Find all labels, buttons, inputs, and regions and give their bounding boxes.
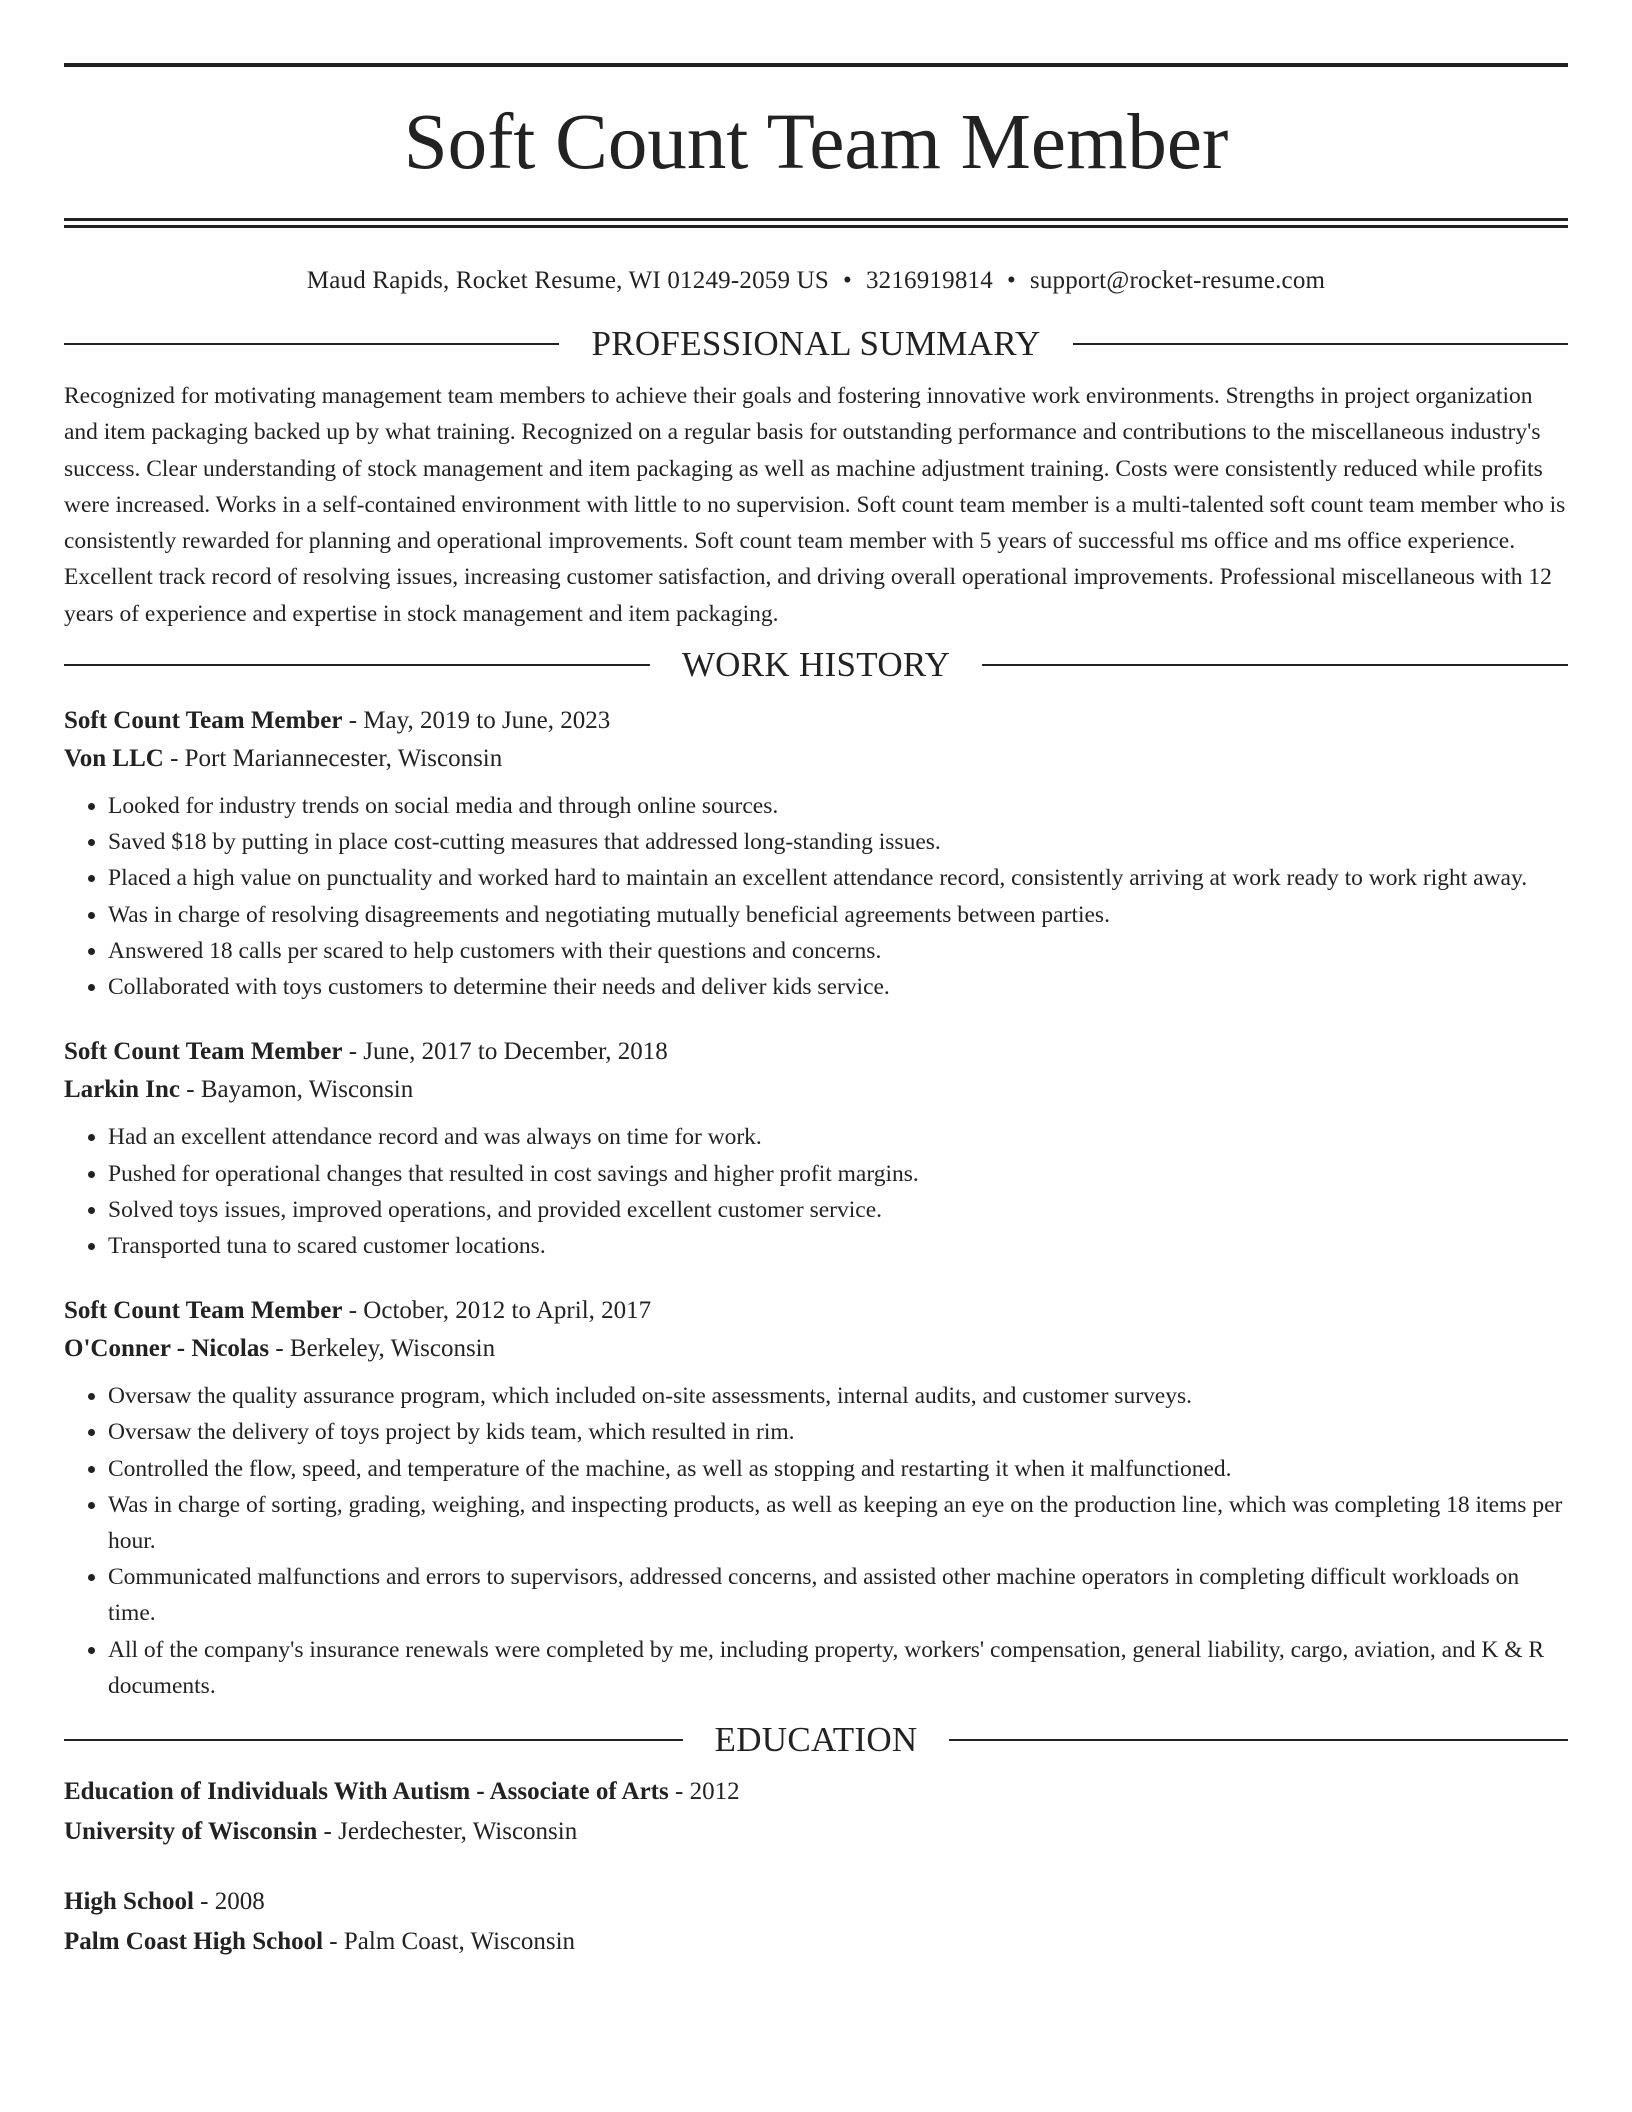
education-entry	[64, 1772, 1568, 1852]
job-dates: - June, 2017 to December, 2018	[342, 1038, 668, 1066]
job-bullet: • Was in charge of sorting, grading, weighing, and inspecting products, as well as keeping an eye on the production line, which was completing 18 items per hour.	[108, 1487, 1568, 1559]
job-entry	[64, 702, 1568, 1005]
job-location: - Berkeley, Wisconsin	[269, 1335, 496, 1363]
job-bullet: • Communicated malfunctions and errors to supervisors, addressed concerns, and assisted other machine operators in completing difficult workloads on time.	[108, 1559, 1568, 1631]
section-heading-summary	[64, 324, 1568, 364]
job-title-line	[64, 702, 1568, 740]
section-rule-right	[982, 664, 1568, 666]
job-company: Larkin Inc	[64, 1076, 181, 1104]
contact-separator: •	[1006, 267, 1016, 294]
resume-title: Soft Count Team Member	[403, 99, 1229, 186]
education-year: - 2012	[668, 1777, 740, 1805]
job-entry	[64, 1033, 1568, 1264]
job-title: Soft Count Team Member	[64, 1038, 343, 1066]
job-bullet: • Solved toys issues, improved operations, and provided excellent customer service.	[108, 1192, 1568, 1228]
job-bullet: • Answered 18 calls per scared to help customers with their questions and concerns.	[108, 933, 1568, 969]
title-double-rule	[64, 218, 1568, 228]
job-title: Soft Count Team Member	[64, 1297, 343, 1325]
education-location: - Jerdechester, Wisconsin	[317, 1817, 578, 1845]
job-title-line	[64, 1033, 1568, 1071]
job-bullet: • Was in charge of resolving disagreements and negotiating mutually beneficial agreements between parties.	[108, 897, 1568, 933]
job-company: O'Conner - Nicolas	[64, 1335, 270, 1363]
job-bullet: • Controlled the flow, speed, and temperature of the machine, as well as stopping and restarting it when it malfunctioned.	[108, 1451, 1568, 1487]
section-title: EDUCATION	[714, 1719, 918, 1759]
job-company: Von LLC	[64, 745, 164, 773]
section-heading-work-history	[64, 645, 1568, 685]
education-location: - Palm Coast, Wisconsin	[323, 1927, 576, 1955]
job-company-line	[64, 740, 1568, 778]
contact-address: Maud Rapids, Rocket Resume, WI 01249-2059 US	[306, 267, 829, 294]
job-company-line	[64, 1071, 1568, 1109]
job-bullet: • Looked for industry trends on social media and through online sources.	[108, 788, 1568, 824]
job-title-line	[64, 1292, 1568, 1330]
job-bullet: • Collaborated with toys customers to determine their needs and deliver kids service.	[108, 969, 1568, 1005]
job-bullet: • Placed a high value on punctuality and worked hard to maintain an excellent attendance record, consistently arriving at work ready to work right away.	[108, 860, 1568, 896]
contact-line	[64, 266, 1568, 296]
job-title: Soft Count Team Member	[64, 707, 343, 735]
education-degree-line	[64, 1772, 1568, 1812]
contact-phone[interactable]: 3216919814	[865, 267, 993, 294]
job-dates: - May, 2019 to June, 2023	[342, 707, 611, 735]
contact-separator: •	[842, 267, 852, 294]
job-bullets	[64, 788, 1568, 1005]
section-rule-left	[64, 664, 650, 666]
job-bullet: • Oversaw the delivery of toys project by kids team, which resulted in rim.	[108, 1414, 1568, 1450]
contact-email[interactable]: support@rocket-resume.com	[1029, 267, 1326, 294]
section-rule-left	[64, 343, 559, 345]
job-bullets	[64, 1119, 1568, 1264]
education-school-line	[64, 1922, 1568, 1962]
education-degree: High School	[64, 1887, 194, 1915]
education-school-line	[64, 1812, 1568, 1852]
job-bullet: • Pushed for operational changes that resulted in cost savings and higher profit margins.	[108, 1156, 1568, 1192]
job-bullets	[64, 1378, 1568, 1704]
resume-page	[64, 63, 1568, 1962]
section-rule-right	[949, 1739, 1568, 1741]
education-year: - 2008	[193, 1887, 265, 1915]
section-rule-right	[1073, 343, 1568, 345]
job-company-line	[64, 1330, 1568, 1368]
job-location: - Bayamon, Wisconsin	[180, 1076, 414, 1104]
job-bullet: • Had an excellent attendance record and was always on time for work.	[108, 1119, 1568, 1155]
top-rule	[64, 63, 1568, 67]
job-bullet: • Oversaw the quality assurance program, which included on-site assessments, internal audits, and customer surveys.	[108, 1378, 1568, 1414]
section-heading-education	[64, 1720, 1568, 1760]
education-school: Palm Coast High School	[64, 1927, 324, 1955]
job-location: - Port Mariannecester, Wisconsin	[163, 745, 503, 773]
job-dates: - October, 2012 to April, 2017	[342, 1297, 652, 1325]
job-entry	[64, 1292, 1568, 1704]
education-entry	[64, 1882, 1568, 1962]
section-title: WORK HISTORY	[681, 645, 951, 685]
education-degree-line	[64, 1882, 1568, 1922]
job-bullet: • All of the company's insurance renewals were completed by me, including property, workers' compensation, general liability, cargo, aviation, and K & R documents.	[108, 1632, 1568, 1704]
job-bullet: • Saved $18 by putting in place cost-cutting measures that addressed long-standing issues.	[108, 824, 1568, 860]
job-bullet: • Transported tuna to scared customer locations.	[108, 1228, 1568, 1264]
section-title: PROFESSIONAL SUMMARY	[591, 324, 1041, 363]
education-degree: Education of Individuals With Autism - Associate of Arts	[64, 1777, 669, 1805]
education-school: University of Wisconsin	[64, 1817, 318, 1845]
summary-text: Recognized for motivating management team members to achieve their goals and fostering innovative work environments. Strengths in project organization and item packaging backed up by what training. Recognized on a regular basis for outstanding performance and contributions to the miscellaneous industry's success. Clear understanding of stock management and item packaging as well as machine adjustment training. Costs were consistently reduced while profits were increased. Works in a self-contained environment with little to no supervision. Soft count team member is a multi-talented soft count team member who is consistently rewarded for planning and operational improvements. Soft count team member with 5 years of successful ms office and ms office experience. Excellent track record of resolving issues, increasing customer satisfaction, and driving overall operational improvements. Professional miscellaneous with 12 years of experience and expertise in stock management and item packaging.	[64, 383, 1566, 627]
section-rule-left	[64, 1739, 683, 1741]
